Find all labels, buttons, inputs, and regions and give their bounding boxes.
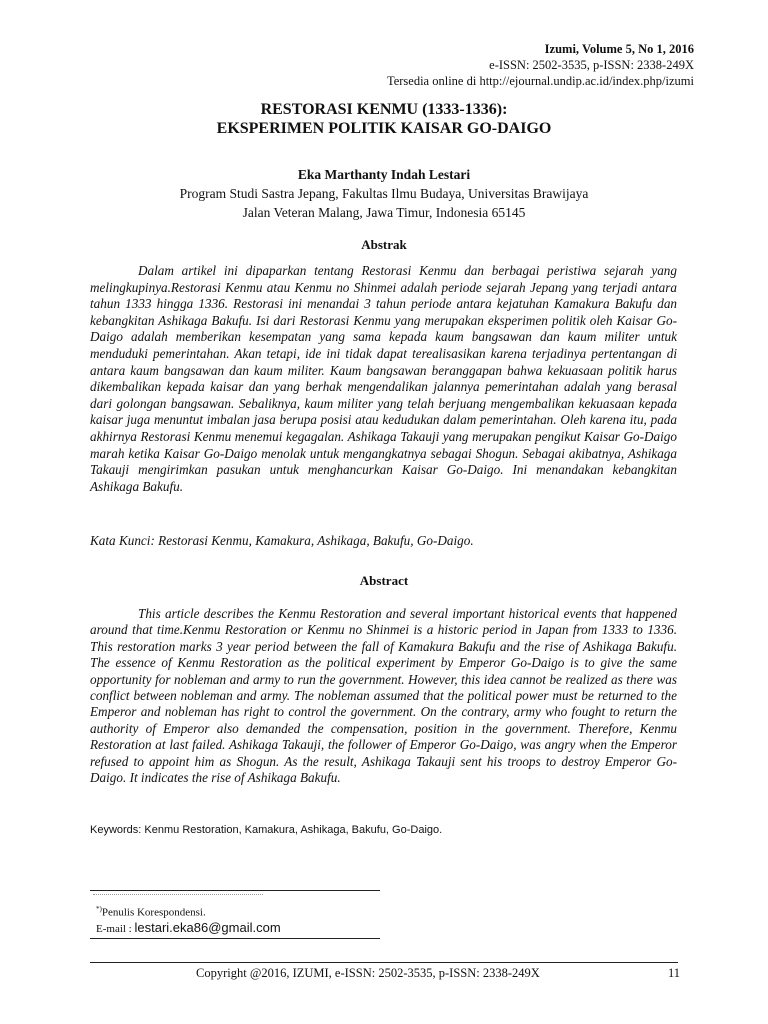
article-title (90, 100, 678, 138)
footnote-note: Penulis Korespondensi. (101, 906, 206, 919)
author-address: Jalan Veteran Malang, Jawa Timur, Indonesia 65145 (242, 205, 526, 220)
abstract-body: This article describes the Kenmu Restoration and several important historical events that happened around that time.Kenmu Restoration or Kenmu no Shinmei is a historic period in Japan from 1333 to 1336. This restoration marks 3 year period between the fall of Kamakura Bakufu and the rise of Ashikaga Bakufu. The essence of Kenmu Restoration as the political experiment by Emperor Go-Daigo is to give the same opportunity for nobleman and army to run the government. However, this idea cannot be realized as there was conflict between nobleman and army. The nobleman assumed that the political power must be returned to the Emperor and nobleman has right to control the government. On the contrary, army who fought to return the authority of Emperor also demanded the compensation, position in the government. Therefore, Kenmu Restoration at last failed. Ashikaga Takauji, the follower of Emperor Go-Daigo, was angry when the Emperor refused to appoint him as Shogun. As the result, Ashikaga Takauji sent his troops to destroy Emperor Go-Daigo. It indicates the rise of Ashikaga Bakufu. (90, 606, 677, 786)
journal-online-link[interactable]: Tersedia online di http://ejournal.undip.ac.id/index.php/izumi (386, 74, 694, 88)
footnote-rule-bottom (90, 938, 380, 939)
title-line-1: RESTORASI KENMU (1333-1336): (260, 101, 508, 118)
footnote-marker: *) (96, 905, 102, 913)
page-number: 11 (667, 966, 680, 980)
author-affiliation: Program Studi Sastra Jepang, Fakultas Ilmu Budaya, Universitas Brawijaya (179, 186, 589, 201)
footnote-email (96, 920, 281, 935)
footnote-rule-top (90, 890, 380, 891)
journal-header (387, 41, 694, 89)
author-block (90, 165, 678, 222)
abstrak-body: Dalam artikel ini dipaparkan tentang Restorasi Kenmu dan berbagai peristiwa sejarah yang melingkupinya.Restorasi Kenmu atau Kenmu no Shinmei adalah periode sejarah Jepang yang terjadi antara tahun 1333 hingga 1336. Restorasi ini menandai 3 tahun periode antara kejatuhan Kamakura Bakufu dan kebangkitan Ashikaga Bakufu. Isi dari Restorasi Kenmu yang merupakan eksperimen politik oleh Kaisar Go-Daigo adalah memberikan kesempatan yang sama kepada kaum bangsawan dan kaum militer untuk menduduki pemerintahan. Akan tetapi, ide ini tidak dapat terealisasikan karena terjadinya pertentangan di antara kaum bangsawan dan kaum militer. Kaum bangsawan beranggapan bahwa kekuasaan politik harus dikembalikan kepada kaisar dan yang berhak mengendalikan jalannya pemerintahan adalah yang berasal dari golongan bangsawan. Sebaliknya, kaum militer yang telah berjuang mengembalikan kekuasaan kepada kaisar juga menuntut imbalan jasa berupa posisi atau kedudukan dalam pemerintahan. Oleh karena itu, pada akhirnya Restorasi Kenmu menemui kegagalan. Ashikaga Takauji yang merupakan pengikut Kaisar Go-Daigo marah ketika Kaisar Go-Daigo menolak untuk mengangkatnya sebagai Shogun. Sebagai akibatnya, Ashikaga Takauji mengirimkan pasukan untuk menghancurkan Kaisar Go-Daigo. Ini menandakan kebangkitan Ashikaga Bakufu. (90, 263, 677, 494)
footnote-correspondence (96, 905, 206, 919)
footnote-dotted-rule (93, 894, 263, 895)
abstract-heading: Abstract (359, 573, 409, 588)
keywords-en: Keywords: Kenmu Restoration, Kamakura, Ashikaga, Bakufu, Go-Daigo. (90, 824, 443, 836)
footer-rule (90, 962, 678, 963)
abstrak-heading: Abstrak (361, 237, 407, 252)
title-line-2: EKSPERIMEN POLITIK KAISAR GO-DAIGO (216, 120, 552, 137)
journal-issn: e-ISSN: 2502-3535, p-ISSN: 2338-249X (489, 58, 694, 72)
footer-copyright: Copyright @2016, IZUMI, e-ISSN: 2502-3535, p-ISSN: 2338-249X (196, 966, 540, 980)
kata-kunci: Kata Kunci: Restorasi Kenmu, Kamakura, Ashikaga, Bakufu, Go-Daigo. (90, 533, 474, 548)
journal-name: Izumi, Volume 5, No 1, 2016 (544, 42, 694, 56)
email-address[interactable]: lestari.eka86@gmail.com (134, 920, 281, 935)
email-label: E-mail : (96, 923, 132, 935)
author-name: Eka Marthanty Indah Lestari (297, 167, 471, 182)
